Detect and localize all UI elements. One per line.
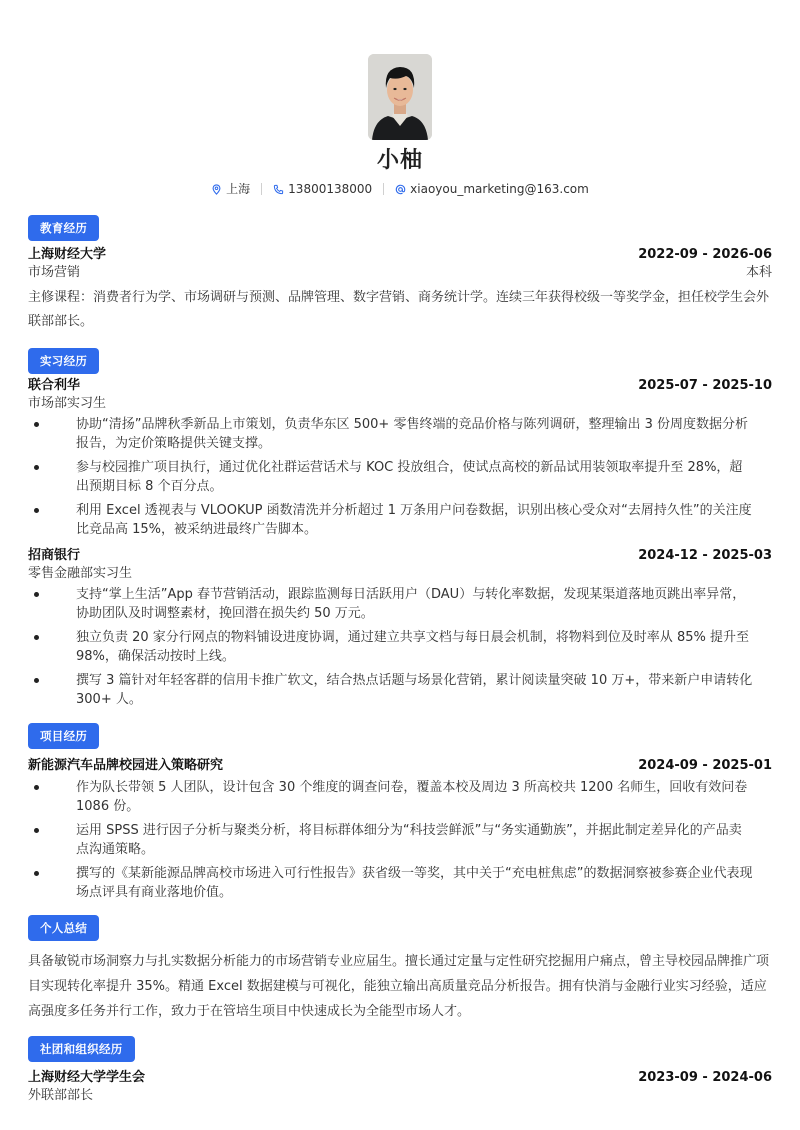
section-heading-organizations: 社团和组织经历 [28, 1036, 135, 1062]
divider [261, 183, 262, 195]
list-item: 运用 SPSS 进行因子分析与聚类分析，将目标群体细分为“科技尝鲜派”与“务实通勤族”，并据此制定差异化的产品卖点沟通策略。 [28, 821, 772, 859]
project-date: 2024-09 - 2025-01 [638, 758, 772, 773]
section-heading-internship: 实习经历 [28, 348, 99, 374]
contact-location [211, 180, 250, 199]
job-role: 市场部实习生 [28, 396, 107, 411]
organization-role: 外联部部长 [28, 1088, 94, 1103]
list-item: 参与校园推广项目执行，通过优化社群运营话术与 KOC 投放组合，使试点高校的新品试用装领取率提升至 28%，超出预期目标 8 个百分点。 [28, 458, 772, 496]
contact-info [28, 180, 772, 198]
email-text[interactable]: xiaoyou_marketing@163.com [410, 181, 589, 196]
company-name: 招商银行 [28, 548, 81, 563]
contact-phone [273, 180, 372, 199]
divider [383, 183, 384, 195]
section-heading-summary: 个人总结 [28, 915, 99, 941]
phone-text: 13800138000 [288, 181, 373, 196]
company-name: 联合利华 [28, 378, 81, 393]
list-item: 协助“清扬”品牌秋季新品上市策划，负责华东区 500+ 零售终端的竞品价格与陈列调研，整理输出 3 份周度数据分析报告，为定价策略提供关键支撑。 [28, 415, 772, 453]
list-item: 支持“掌上生活”App 春节营销活动，跟踪监测每日活跃用户（DAU）与转化率数据，发现某渠道落地页跳出率异常，协助团队及时调整素材，挽回潜在损失约 50 万元。 [28, 585, 772, 623]
internship-entry [28, 547, 772, 709]
list-item: 作为队长带领 5 人团队，设计包含 30 个维度的调查问卷，覆盖本校及周边 3 所高校共 1200 名师生，回收有效问卷 1086 份。 [28, 778, 772, 816]
degree: 本科 [745, 265, 772, 280]
school-name: 上海财经大学 [28, 247, 107, 262]
at-sign-icon [395, 184, 406, 195]
job-role: 零售金融部实习生 [28, 566, 133, 581]
education-date: 2022-09 - 2026-06 [638, 247, 772, 262]
section-heading-education: 教育经历 [28, 215, 99, 241]
resume-header [28, 54, 772, 198]
location-pin-icon [211, 184, 222, 195]
bullet-list [28, 415, 772, 539]
list-item: 撰写的《某新能源品牌高校市场进入可行性报告》获省级一等奖，其中关于“充电桩焦虑”的数据洞察被参赛企业代表现场点评具有商业落地价值。 [28, 864, 772, 902]
organization-date: 2023-09 - 2024-06 [638, 1070, 772, 1085]
internship-date: 2024-12 - 2025-03 [638, 548, 772, 563]
project-name: 新能源汽车品牌校园进入策略研究 [28, 758, 224, 773]
section-organizations [28, 1036, 772, 1105]
education-entry [28, 246, 772, 334]
list-item: 独立负责 20 家分行网点的物料铺设进度协调，通过建立共享文档与每日晨会机制，将物料到位及时率从 85% 提升至 98%，确保活动按时上线。 [28, 628, 772, 666]
section-summary [28, 915, 772, 1024]
section-internship [28, 348, 772, 709]
major: 市场营销 [28, 265, 81, 280]
bullet-list [28, 778, 772, 902]
internship-entry [28, 377, 772, 539]
education-description: 主修课程：消费者行为学、市场调研与预测、品牌管理、数字营销、商务统计学。连续三年获得校级一等奖学金，担任校学生会外联部部长。 [28, 290, 770, 329]
phone-icon [273, 184, 284, 195]
section-education [28, 215, 772, 334]
avatar [368, 54, 432, 140]
section-projects [28, 723, 772, 902]
location-text: 上海 [226, 181, 251, 196]
bullet-list [28, 585, 772, 709]
project-entry [28, 757, 772, 902]
organization-entry [28, 1069, 772, 1105]
contact-email[interactable] [395, 180, 589, 199]
profile-photo-icon [368, 54, 432, 140]
summary-text: 具备敏锐市场洞察力与扎实数据分析能力的市场营销专业应届生。擅长通过定量与定性研究挖掘用户痛点，曾主导校园品牌推广项目实现转化率提升 35%。精通 Excel 数据建模与可视化，能独立输出高质量竞品分析报告。拥有快消与金融行业实习经验，适应高强度多任务并行工作，致力于在管培生项目中快速成长为全能型市场人才。 [28, 954, 770, 1019]
list-item: 利用 Excel 透视表与 VLOOKUP 函数清洗并分析超过 1 万条用户问卷数据，识别出核心受众对“去屑持久性”的关注度比竞品高 15%，被采纳进最终广告脚本。 [28, 501, 772, 539]
internship-date: 2025-07 - 2025-10 [638, 378, 772, 393]
candidate-name: 小柚 [376, 148, 423, 173]
list-item: 撰写 3 篇针对年轻客群的信用卡推广软文，结合热点话题与场景化营销，累计阅读量突破 10 万+，带来新户申请转化 300+ 人。 [28, 671, 772, 709]
section-heading-projects: 项目经历 [28, 723, 99, 749]
organization-name: 上海财经大学学生会 [28, 1070, 146, 1085]
